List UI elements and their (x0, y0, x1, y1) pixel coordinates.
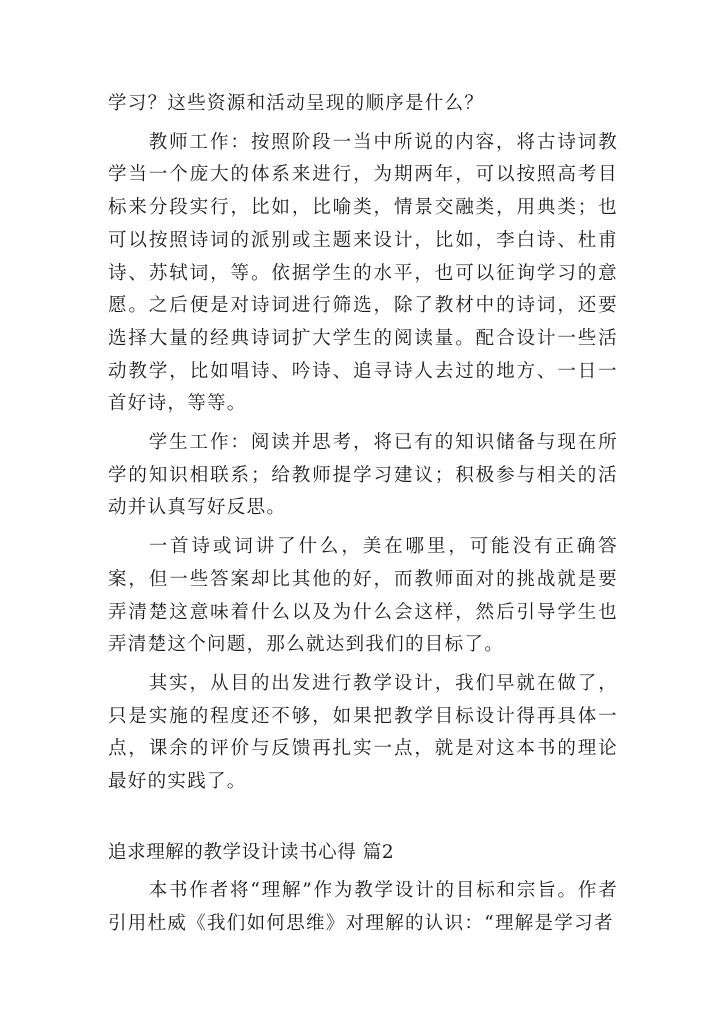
paragraph-book-intro: 本书作者将“理解”作为教学设计的目标和宗旨。作者引用杜威《我们如何思维》对理解的认识：“理解是学习者 (108, 880, 618, 935)
document-page (108, 88, 618, 941)
paragraph-student-work: 学生工作：阅读并思考，将已有的知识储备与现在所学的知识相联系；给教师提学习建议；积极参与相关的活动并认真写好反思。 (108, 432, 618, 519)
paragraph-conclusion: 其实，从目的出发进行教学设计，我们早就在做了，只是实施的程度还不够，如果把教学目标设计得再具体一点，课余的评价与反馈再扎实一点，就是对这本书的理论最好的实践了。 (108, 672, 618, 793)
section-heading: 追求理解的教学设计读书心得 篇2 (108, 841, 395, 863)
paragraph-intro: 学习？这些资源和活动呈现的顺序是什么？ (108, 93, 485, 114)
paragraph-teacher-work: 教师工作：按照阶段一当中所说的内容，将古诗词教学当一个庞大的体系来进行，为期两年，可以按照高考目标来分段实行，比如，比喻类，情景交融类，用典类；也可以按照诗词的派别或主题来设计，比如，李白诗、杜甫诗、苏轼词，等。依据学生的水平，也可以征询学习的意愿。之后便是对诗词进行筛选，除了教材中的诗词，还要选择大量的经典诗词扩大学生的阅读量。配合设计一些活动教学，比如唱诗、吟诗、追寻诗人去过的地方、一日一首好诗，等等。 (108, 131, 618, 415)
paragraph-poem-understanding: 一首诗或词讲了什么，美在哪里，可能没有正确答案，但一些答案却比其他的好，而教师面对的挑战就是要弄清楚这意味着什么以及为什么会这样，然后引导学生也弄清楚这个问题，那么就达到我们的目标了。 (108, 536, 618, 656)
